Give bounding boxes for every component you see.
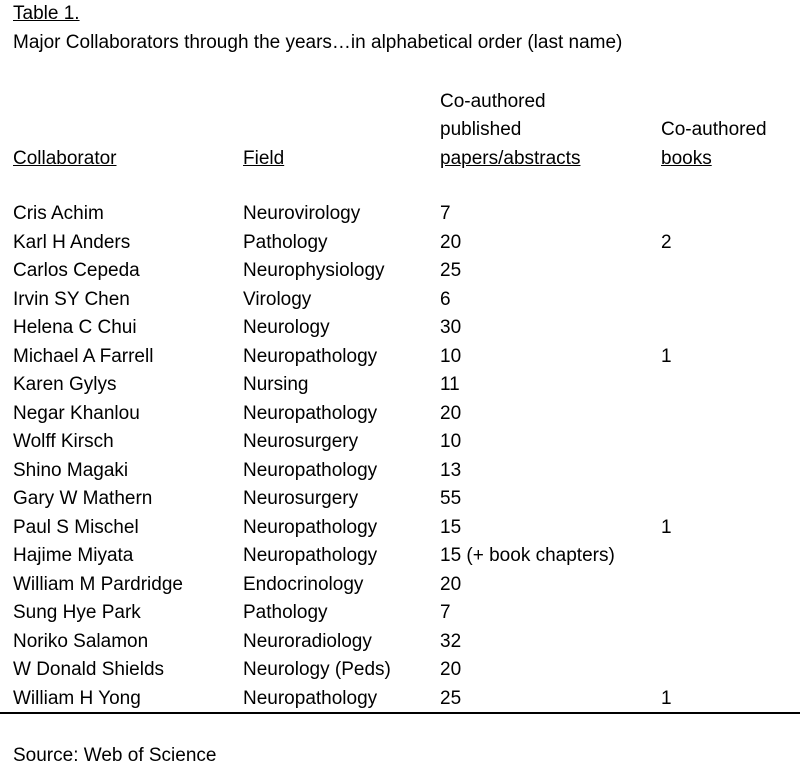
cell-papers: 11 (440, 374, 460, 395)
table-header (0, 88, 800, 173)
cell-field: Neuroradiology (243, 630, 372, 652)
cell-collaborator: W Donald Shields (13, 659, 165, 680)
cell-field: Neurophysiology (243, 260, 385, 281)
cell-collaborator: Negar Khanlou (13, 402, 140, 424)
header-field-line: Field (243, 147, 285, 169)
cell-papers: 10 (440, 345, 462, 367)
table-row (0, 229, 800, 258)
cell-papers: 15 (440, 516, 462, 538)
cell-field: Pathology (243, 231, 328, 253)
cell-field: Nursing (243, 374, 309, 395)
table-row (0, 656, 800, 685)
table-row (0, 200, 800, 229)
cell-collaborator: Cris Achim (13, 203, 104, 224)
table-row (0, 628, 800, 657)
cell-field: Endocrinology (243, 573, 364, 595)
table-row (0, 400, 800, 429)
cell-collaborator: Wolff Kirsch (13, 431, 114, 452)
header-papers-line-3: papers/abstracts (440, 147, 581, 169)
cell-books: 1 (661, 345, 672, 367)
cell-collaborator: Carlos Cepeda (13, 260, 140, 281)
table-body (0, 200, 800, 713)
source-note: Source: Web of Science (13, 745, 217, 766)
cell-papers: 32 (440, 630, 462, 652)
table-label: Table 1. (13, 3, 80, 24)
cell-papers: 55 (440, 488, 462, 509)
table-row (0, 371, 800, 400)
header-papers (440, 88, 580, 174)
header-papers-line-2: published (440, 119, 522, 140)
cell-collaborator: Noriko Salamon (13, 630, 149, 652)
table-row (0, 599, 800, 628)
cell-papers: 6 (440, 288, 451, 310)
header-collaborator (13, 145, 117, 174)
cell-field: Neurosurgery (243, 431, 359, 452)
cell-field: Neurology (243, 317, 330, 338)
table-bottom-rule (0, 712, 800, 714)
cell-collaborator: Shino Magaki (13, 459, 129, 481)
header-collaborator-line: Collaborator (13, 147, 117, 169)
cell-papers: 25 (440, 687, 462, 709)
cell-papers: 7 (440, 203, 451, 224)
cell-field: Neuropathology (243, 516, 378, 538)
table-row (0, 571, 800, 600)
cell-books: 1 (661, 516, 672, 538)
table-row (0, 343, 800, 372)
cell-field: Virology (243, 288, 312, 310)
cell-field: Neurology (Peds) (243, 659, 391, 680)
cell-collaborator: Irvin SY Chen (13, 288, 130, 310)
cell-field: Neuropathology (243, 687, 378, 709)
cell-collaborator: Sung Hye Park (13, 602, 141, 623)
table-row (0, 457, 800, 486)
header-books (661, 116, 767, 173)
cell-field: Neurovirology (243, 203, 361, 224)
cell-papers: 25 (440, 260, 462, 281)
cell-field: Neurosurgery (243, 488, 359, 509)
table-row (0, 685, 800, 714)
cell-papers: 15 (+ book chapters) (440, 545, 615, 566)
cell-books: 2 (661, 231, 672, 253)
cell-papers: 10 (440, 431, 462, 452)
cell-papers: 30 (440, 317, 462, 338)
cell-papers: 20 (440, 402, 462, 424)
cell-collaborator: Michael A Farrell (13, 345, 154, 367)
cell-papers: 7 (440, 602, 451, 623)
cell-papers: 20 (440, 659, 462, 680)
table-caption: Major Collaborators through the years…in alphabetical order (last name) (13, 32, 623, 53)
header-papers-line-1: Co-authored (440, 90, 546, 112)
cell-collaborator: Hajime Miyata (13, 545, 134, 566)
table-row (0, 485, 800, 514)
cell-collaborator: William H Yong (13, 687, 141, 709)
cell-collaborator: Paul S Mischel (13, 516, 139, 538)
table-row (0, 514, 800, 543)
table-row (0, 542, 800, 571)
table-row (0, 428, 800, 457)
cell-collaborator: Helena C Chui (13, 317, 137, 338)
cell-papers: 13 (440, 459, 462, 481)
header-books-line-1: Co-authored (661, 119, 767, 140)
table-row (0, 286, 800, 315)
cell-collaborator: Karen Gylys (13, 374, 117, 395)
cell-field: Neuropathology (243, 345, 378, 367)
cell-field: Neuropathology (243, 459, 378, 481)
cell-field: Neuropathology (243, 402, 378, 424)
header-field (243, 145, 284, 174)
cell-papers: 20 (440, 573, 462, 595)
cell-papers: 20 (440, 231, 462, 253)
cell-collaborator: Karl H Anders (13, 231, 131, 253)
table-row (0, 314, 800, 343)
cell-field: Pathology (243, 602, 328, 623)
header-books-line-2: books (661, 147, 712, 169)
cell-collaborator: Gary W Mathern (13, 488, 153, 509)
cell-books: 1 (661, 687, 672, 709)
cell-collaborator: William M Pardridge (13, 573, 183, 595)
table-row (0, 257, 800, 286)
cell-field: Neuropathology (243, 545, 378, 566)
